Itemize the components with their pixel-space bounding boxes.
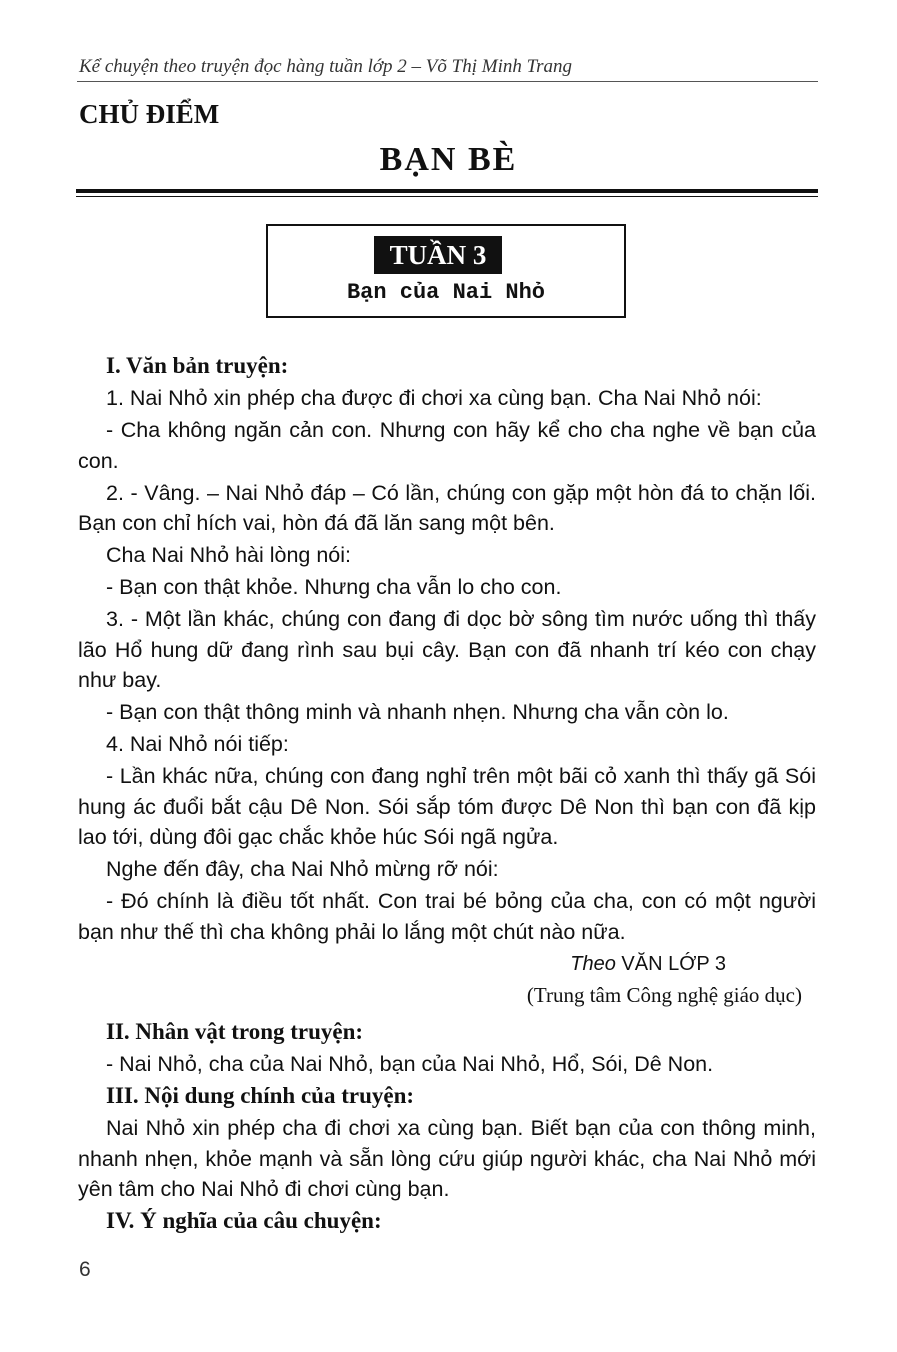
week-box — [266, 224, 626, 318]
story-paragraph: 4. Nai Nhỏ nói tiếp: — [106, 732, 289, 756]
story-paragraph: - Cha không ngăn cản con. Nhưng con hãy kể cho cha nghe về bạn của con. — [78, 418, 816, 473]
story-paragraph: - Đó chính là điều tốt nhất. Con trai bé bỏng của cha, con có một người bạn như thế thì cha không phải lo lắng một chút nào nữa. — [78, 889, 816, 944]
story-paragraph: 1. Nai Nhỏ xin phép cha được đi chơi xa cùng bạn. Cha Nai Nhỏ nói: — [106, 386, 762, 410]
story-paragraph: - Lần khác nữa, chúng con đang nghỉ trên một bãi cỏ xanh thì thấy gã Sói hung ác đuổi bắt cậu Dê Non. Sói sắp tóm được Dê Non thì bạn con đã kịp lao tới, dùng đôi gạc chắc khỏe húc Sói ngã ngửa. — [78, 764, 816, 849]
topic-label: CHỦ ĐIỂM — [79, 99, 220, 129]
topic-title: BẠN BÈ — [379, 141, 518, 178]
source-citation — [78, 949, 816, 979]
story-paragraph: Cha Nai Nhỏ hài lòng nói: — [106, 543, 352, 567]
title-divider-thin — [76, 196, 818, 197]
page-number: 6 — [79, 1258, 91, 1281]
section-heading-main-content: III. Nội dung chính của truyện: — [106, 1083, 415, 1108]
story-paragraph: 3. - Một lần khác, chúng con đang đi dọc bờ sông tìm nước uống thì thấy lão Hổ hung dữ đang rình sau bụi cây. Bạn con đã nhanh trí kéo con chạy như bay. — [78, 607, 816, 692]
week-badge: TUẦN 3 — [374, 236, 502, 274]
story-paragraph: 2. - Vâng. – Nai Nhỏ đáp – Có lần, chúng con gặp một hòn đá to chặn lối. Bạn con chỉ hích vai, hòn đá đã lăn sang một bên. — [78, 480, 816, 535]
story-paragraph: Nghe đến đây, cha Nai Nhỏ mừng rỡ nói: — [106, 857, 499, 881]
source-publisher: (Trung tâm Công nghệ giáo dục) — [526, 983, 802, 1007]
title-divider-thick — [76, 189, 818, 193]
source-book: VĂN LỚP 3 — [621, 953, 726, 975]
running-head: Kể chuyện theo truyện đọc hàng tuần lớp 2 – Võ Thị Minh Trang — [79, 56, 573, 77]
story-title: Bạn của Nai Nhỏ — [346, 280, 546, 305]
characters-text: - Nai Nhỏ, cha của Nai Nhỏ, bạn của Nai Nhỏ, Hổ, Sói, Dê Non. — [106, 1052, 714, 1076]
section-heading-meaning: IV. Ý nghĩa của câu chuyện: — [106, 1208, 382, 1233]
story-paragraph: - Bạn con thật thông minh và nhanh nhẹn. Nhưng cha vẫn còn lo. — [106, 700, 729, 724]
story-paragraph: - Bạn con thật khỏe. Nhưng cha vẫn lo cho con. — [106, 575, 562, 599]
source-prefix: Theo — [570, 953, 616, 975]
page-content — [78, 351, 816, 1238]
main-content-text: Nai Nhỏ xin phép cha đi chơi xa cùng bạn. Biết bạn của con thông minh, nhanh nhẹn, khỏe mạnh và sẵn lòng cứu giúp người khác, cha Nai Nhỏ mới yên tâm cho Nai Nhỏ đi chơi cùng bạn. — [78, 1116, 816, 1201]
header-divider — [77, 81, 818, 82]
section-heading-characters: II. Nhân vật trong truyện: — [106, 1019, 364, 1044]
section-heading-text: I. Văn bản truyện: — [106, 353, 289, 378]
